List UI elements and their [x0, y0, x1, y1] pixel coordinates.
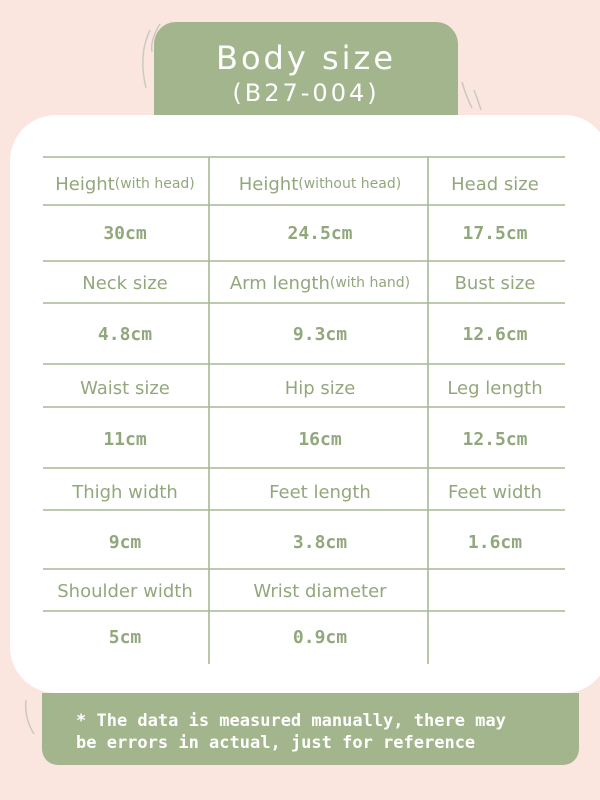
table-value-cell: 12.5cm — [462, 428, 528, 450]
label-text: Head size — [451, 173, 539, 195]
table-value-cell: 3.8cm — [292, 531, 348, 553]
table-value-cell: 5cm — [108, 626, 142, 648]
table-value-cell: 30cm — [103, 222, 147, 244]
table-label-cell — [428, 577, 563, 605]
table-label-cell — [428, 478, 563, 506]
table-value-cell: 17.5cm — [462, 222, 528, 244]
label-text: Bust size — [454, 272, 536, 294]
table-label-cell — [43, 374, 208, 402]
label-text: Feet length — [269, 481, 371, 503]
table-value-cell: 4.8cm — [97, 323, 153, 345]
table-value-cell — [428, 623, 563, 651]
disclaimer-line-2: be errors in actual, just for reference — [76, 733, 476, 753]
size-table-card — [10, 115, 600, 693]
label-text: Arm length — [229, 272, 330, 294]
table-value-cell: 9cm — [108, 531, 142, 553]
table-label-cell — [210, 374, 430, 402]
table-label-cell — [428, 170, 563, 198]
label-text: Leg length — [447, 377, 543, 399]
label-qualifier: (with hand) — [329, 275, 411, 291]
table-label-cell — [210, 478, 430, 506]
table-value-cell: 12.6cm — [462, 323, 528, 345]
table-value-cell: 16cm — [298, 428, 342, 450]
label-text: Thigh width — [72, 481, 178, 503]
label-text: Height — [55, 173, 115, 195]
table-label-cell — [428, 374, 563, 402]
table-value-cell: 1.6cm — [467, 531, 523, 553]
table-label-cell — [428, 269, 563, 297]
label-text: Height — [238, 173, 299, 195]
label-text: Neck size — [82, 272, 168, 294]
table-value-cell: 9.3cm — [292, 323, 348, 345]
label-text: Waist size — [80, 377, 170, 399]
title-banner — [154, 22, 458, 126]
table-label-cell — [43, 269, 208, 297]
product-code: (B27-004) — [232, 79, 380, 107]
label-text: Feet width — [448, 481, 542, 503]
table-value-cell: 0.9cm — [292, 626, 348, 648]
table-value-cell: 11cm — [103, 428, 147, 450]
disclaimer-line-1: * The data is measured manually, there may — [76, 711, 506, 731]
table-label-cell — [210, 170, 430, 198]
table-label-cell — [210, 577, 430, 605]
table-label-cell — [210, 269, 430, 297]
label-qualifier: (with head) — [114, 176, 195, 192]
table-label-cell — [43, 170, 208, 198]
label-qualifier: (without head) — [298, 176, 402, 192]
table-label-cell — [43, 577, 208, 605]
label-text: Shoulder width — [57, 580, 193, 602]
disclaimer-note — [42, 693, 579, 765]
page-title: Body size — [216, 39, 396, 77]
label-text: Wrist diameter — [253, 580, 387, 602]
table-label-cell — [43, 478, 208, 506]
label-text: Hip size — [284, 377, 356, 399]
table-value-cell: 24.5cm — [287, 222, 353, 244]
